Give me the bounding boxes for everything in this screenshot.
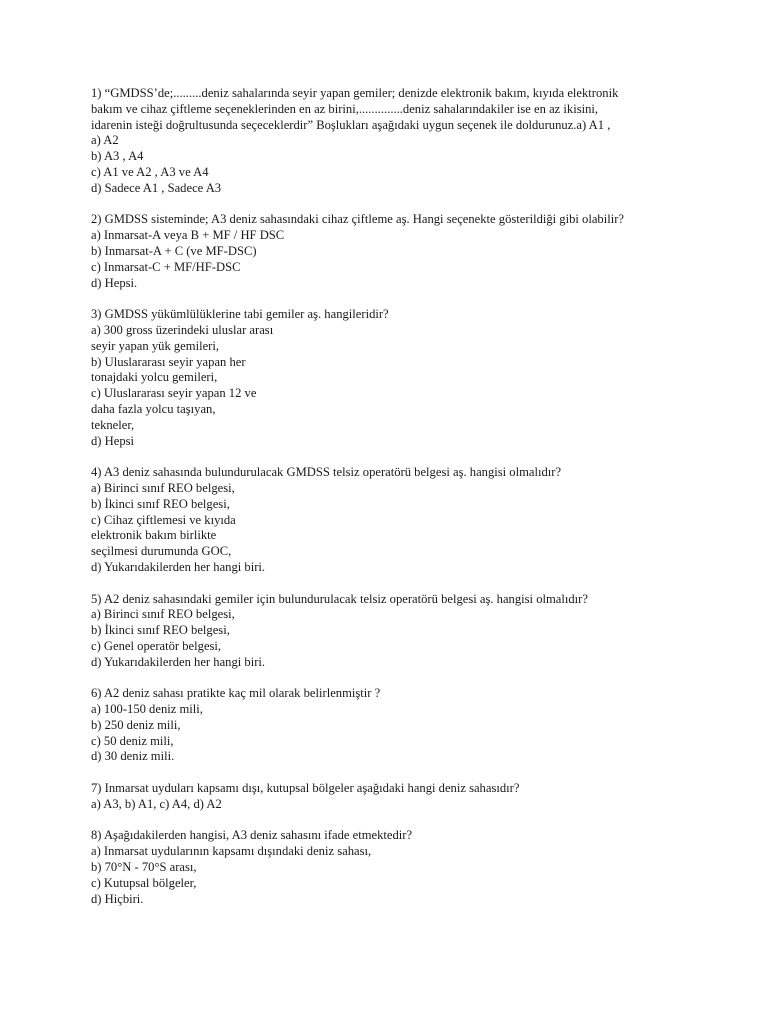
question-4 bbox=[91, 465, 691, 576]
answer-option: c) A1 ve A2 , A3 ve A4 bbox=[91, 164, 209, 179]
answer-option: a) A3, b) A1, c) A4, d) A2 bbox=[91, 796, 222, 811]
answer-option: a) Inmarsat-A veya B + MF / HF DSC bbox=[91, 228, 285, 243]
question-text: 3) GMDSS yükümlülüklerine tabi gemiler aş. hangileridir? bbox=[91, 307, 389, 322]
answer-option: a) 300 gross üzerindeki uluslar arası bbox=[91, 322, 274, 337]
answer-option: c) 50 deniz mili, bbox=[91, 733, 174, 748]
answer-option: b) A3 , A4 bbox=[91, 149, 144, 164]
question-2 bbox=[91, 212, 691, 291]
answer-option: c) Inmarsat-C + MF/HF-DSC bbox=[91, 259, 241, 274]
question-text: 8) Aşağıdakilerden hangisi, A3 deniz sahasını ifade etmektedir? bbox=[91, 828, 413, 843]
question-1 bbox=[91, 86, 691, 197]
document-page bbox=[91, 86, 691, 923]
answer-option: b) İkinci sınıf REO belgesi, bbox=[91, 623, 230, 638]
answer-option: elektronik bakım birlikte bbox=[91, 528, 217, 543]
answer-option: c) Kutupsal bölgeler, bbox=[91, 875, 197, 890]
question-text: 6) A2 deniz sahası pratikte kaç mil olarak belirlenmiştir ? bbox=[91, 686, 381, 701]
answer-option: seçilmesi durumunda GOC, bbox=[91, 544, 232, 559]
answer-option: d) Hepsi. bbox=[91, 275, 138, 290]
answer-option: b) Inmarsat-A + C (ve MF-DSC) bbox=[91, 243, 257, 258]
answer-option: c) Genel operatör belgesi, bbox=[91, 638, 222, 653]
question-7 bbox=[91, 781, 691, 813]
answer-option: a) A2 bbox=[91, 133, 119, 148]
answer-option: a) Inmarsat uydularının kapsamı dışındaki deniz sahası, bbox=[91, 844, 372, 859]
question-8 bbox=[91, 828, 691, 907]
answer-option: daha fazla yolcu taşıyan, bbox=[91, 401, 216, 416]
answer-option: d) Yukarıdakilerden her hangi biri. bbox=[91, 654, 266, 669]
question-text: 1) “GMDSS’de;.........deniz sahalarında seyir yapan gemiler; denizde elektronik bakım, kıyıda elektronik bbox=[91, 86, 619, 100]
answer-option: d) Sadece A1 , Sadece A3 bbox=[91, 180, 222, 195]
answer-option: d) 30 deniz mili. bbox=[91, 749, 175, 764]
question-text: bakım ve cihaz çiftleme seçeneklerinden en az birini,..............deniz sahalarındakiler ise en az ikisini, bbox=[91, 101, 599, 116]
answer-option: b) 250 deniz mili, bbox=[91, 717, 181, 732]
answer-option: d) Yukarıdakilerden her hangi biri. bbox=[91, 559, 266, 574]
question-text: 7) Inmarsat uyduları kapsamı dışı, kutupsal bölgeler aşağıdaki hangi deniz sahasıdır? bbox=[91, 781, 520, 796]
answer-option: c) Cihaz çiftlemesi ve kıyıda bbox=[91, 512, 236, 527]
question-3 bbox=[91, 307, 691, 449]
answer-option: a) Birinci sınıf REO belgesi, bbox=[91, 607, 235, 622]
question-text: idarenin isteği doğrultusunda seçeceklerdir” Boşlukları aşağıdaki uygun seçenek ile doldurunuz.a) A1 , bbox=[91, 117, 611, 132]
answer-option: tonajdaki yolcu gemileri, bbox=[91, 370, 218, 385]
answer-option: c) Uluslararası seyir yapan 12 ve bbox=[91, 386, 257, 401]
question-text: 5) A2 deniz sahasındaki gemiler için bulundurulacak telsiz operatörü belgesi aş. hangisi olmalıdır? bbox=[91, 591, 588, 606]
answer-option: a) 100-150 deniz mili, bbox=[91, 702, 203, 717]
answer-option: seyir yapan yük gemileri, bbox=[91, 338, 219, 353]
answer-option: d) Hepsi bbox=[91, 433, 135, 448]
answer-option: b) Uluslararası seyir yapan her bbox=[91, 354, 246, 369]
answer-option: b) İkinci sınıf REO belgesi, bbox=[91, 496, 230, 511]
answer-option: b) 70°N - 70°S arası, bbox=[91, 860, 197, 875]
question-text: 2) GMDSS sisteminde; A3 deniz sahasındaki cihaz çiftleme aş. Hangi seçenekte gösterildiği gibi olabilir? bbox=[91, 212, 625, 227]
question-5 bbox=[91, 592, 691, 671]
answer-option: a) Birinci sınıf REO belgesi, bbox=[91, 480, 235, 495]
answer-option: d) Hiçbiri. bbox=[91, 891, 144, 906]
answer-option: tekneler, bbox=[91, 417, 135, 432]
question-6 bbox=[91, 686, 691, 765]
question-text: 4) A3 deniz sahasında bulundurulacak GMDSS telsiz operatörü belgesi aş. hangisi olmalıdır? bbox=[91, 465, 562, 480]
